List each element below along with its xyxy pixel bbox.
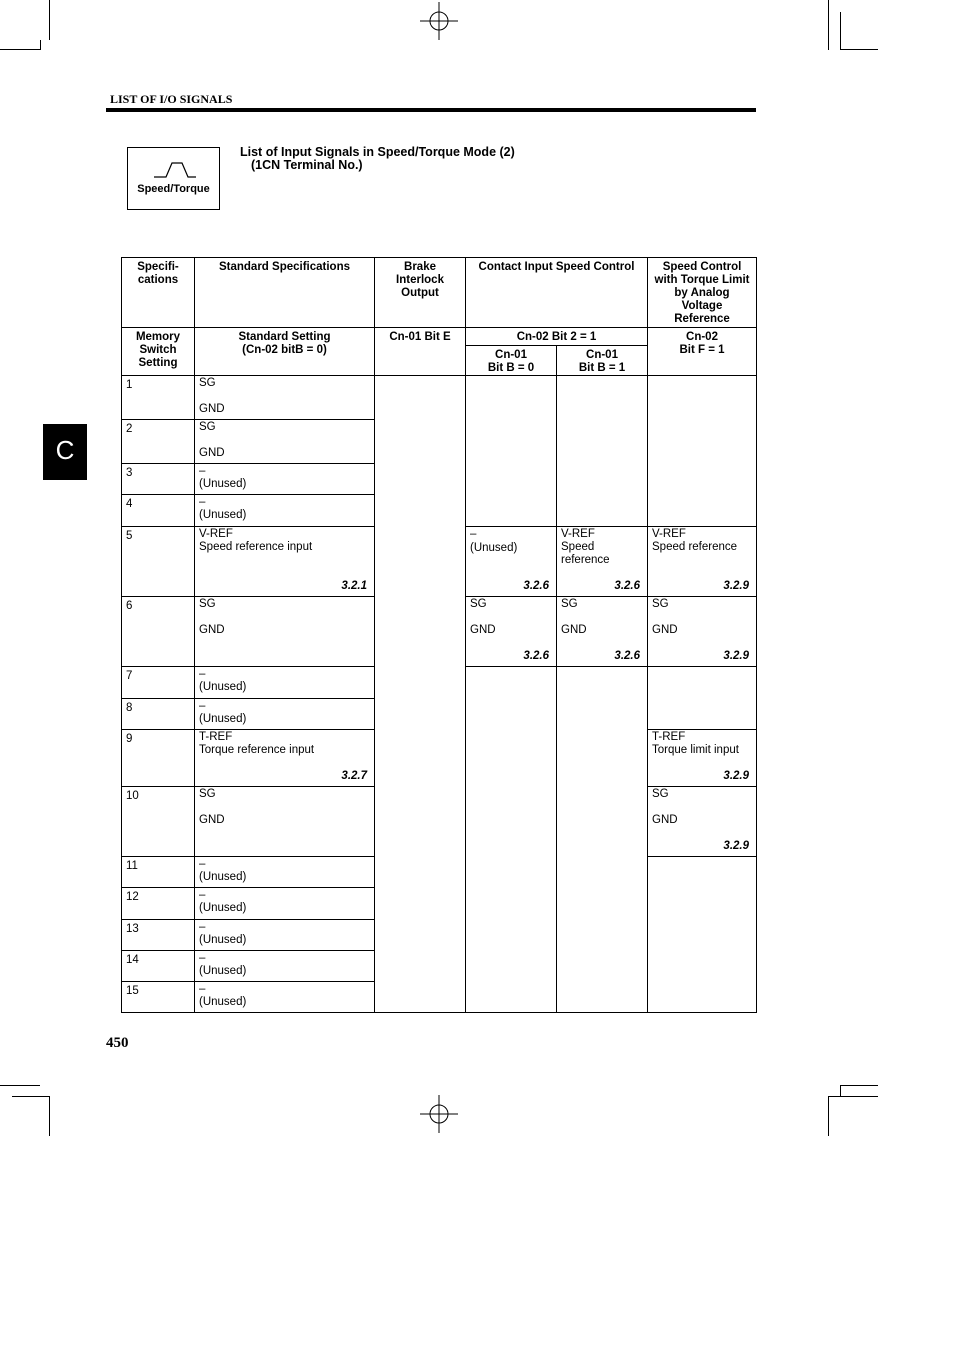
terminal-number: 4 xyxy=(126,498,133,510)
signal-cell xyxy=(647,596,757,667)
header-cn01-bitb1 xyxy=(556,345,648,376)
header-text: with Torque Limit xyxy=(654,274,750,286)
signal-description: GND xyxy=(652,624,678,636)
brake-interlock-merged-cell xyxy=(374,375,466,1013)
terminal-number: 15 xyxy=(126,985,139,997)
signal-name: SG xyxy=(199,598,216,610)
bitb0-empty-cell xyxy=(465,375,557,527)
terminal-number: 7 xyxy=(126,670,133,682)
header-text: cations xyxy=(137,274,179,286)
header-speed-control-torque xyxy=(647,257,757,328)
standard-spec-cell xyxy=(194,856,375,888)
signal-name: SG xyxy=(652,788,669,800)
standard-spec-cell xyxy=(194,419,375,464)
header-text: Cn-01 xyxy=(586,349,618,361)
standard-spec-cell xyxy=(194,950,375,982)
header-text: Switch xyxy=(139,344,177,356)
row-number-cell xyxy=(121,419,195,464)
signal-name: V-REF xyxy=(561,528,595,540)
header-text: Cn-02 Bit 2 = 1 xyxy=(516,331,597,343)
signal-description: Torque reference input xyxy=(199,744,315,756)
signal-name: – xyxy=(199,952,206,964)
chapter-tab: C xyxy=(43,424,87,480)
header-text: Bit F = 1 xyxy=(679,344,725,356)
signal-description: GND xyxy=(470,624,496,636)
signal-name: – xyxy=(470,528,477,540)
header-text: Bit B = 1 xyxy=(578,362,626,374)
signal-description: (Unused) xyxy=(199,996,247,1008)
header-text: Standard Specifications xyxy=(218,261,350,273)
row-number-cell xyxy=(121,950,195,982)
terminal-number: 3 xyxy=(126,467,133,479)
section-ref: 3.2.6 xyxy=(523,580,549,592)
header-text: Cn-01 Bit E xyxy=(389,331,451,343)
signal-cell xyxy=(465,596,557,667)
section-ref: 3.2.6 xyxy=(523,650,549,662)
row-number-cell xyxy=(121,463,195,495)
header-text: Brake xyxy=(404,261,436,273)
signal-description: GND xyxy=(199,447,225,459)
row-number-cell xyxy=(121,596,195,667)
signal-description: reference xyxy=(561,554,610,566)
terminal-number: 2 xyxy=(126,423,133,435)
header-specifications xyxy=(121,257,195,328)
signal-cell xyxy=(465,526,557,597)
header-text: Bit B = 0 xyxy=(487,362,535,374)
terminal-number: 10 xyxy=(126,790,139,802)
signal-cell xyxy=(556,526,648,597)
signal-description: (Unused) xyxy=(199,478,247,490)
terminal-number: 14 xyxy=(126,954,139,966)
signal-name: V-REF xyxy=(199,528,233,540)
signal-description: Torque limit input xyxy=(652,744,739,756)
signal-description: (Unused) xyxy=(470,542,518,554)
signal-name: V-REF xyxy=(652,528,686,540)
header-cn02-bitf xyxy=(647,327,757,376)
signal-description: GND xyxy=(561,624,587,636)
header-cn01-bitb0 xyxy=(465,345,557,376)
header-standard-specifications xyxy=(194,257,375,328)
terminal-number: 12 xyxy=(126,891,139,903)
row-number-cell xyxy=(121,856,195,888)
standard-spec-cell xyxy=(194,729,375,787)
signal-name: SG xyxy=(652,598,669,610)
signal-description: Speed reference xyxy=(652,541,738,553)
signal-name: – xyxy=(199,921,206,933)
signal-description: GND xyxy=(199,624,225,636)
header-memory-switch xyxy=(121,327,195,376)
header-text: (Cn-02 bitB = 0) xyxy=(242,344,327,356)
header-text: Contact Input Speed Control xyxy=(478,261,635,273)
row-number-cell xyxy=(121,494,195,527)
header-text: Standard Setting xyxy=(238,331,331,343)
header-text: Memory xyxy=(135,331,181,343)
signal-description: Speed xyxy=(561,541,595,553)
mode-label: Speed/Torque xyxy=(137,183,210,195)
mode-box xyxy=(127,147,220,210)
signal-description: (Unused) xyxy=(199,871,247,883)
signal-description: GND xyxy=(652,814,678,826)
registration-mark-icon xyxy=(420,2,460,40)
signal-name: – xyxy=(199,496,206,508)
signal-description: (Unused) xyxy=(199,934,247,946)
signal-name: SG xyxy=(470,598,487,610)
section-title: LIST OF I/O SIGNALS xyxy=(110,92,233,106)
speed-torque-trapezoid-icon xyxy=(154,161,196,179)
bitf-empty-cell xyxy=(647,375,757,527)
signal-name: – xyxy=(199,858,206,870)
signal-name: – xyxy=(199,700,206,712)
header-text: Setting xyxy=(138,357,178,369)
terminal-number: 5 xyxy=(126,530,133,542)
header-text: Cn-01 xyxy=(495,349,527,361)
signal-name: – xyxy=(199,889,206,901)
row-number-cell xyxy=(121,919,195,951)
signal-description: (Unused) xyxy=(199,509,247,521)
standard-spec-cell xyxy=(194,786,375,857)
standard-spec-cell xyxy=(194,887,375,920)
header-text: Voltage xyxy=(681,300,723,312)
signal-name: T-REF xyxy=(652,731,686,743)
terminal-number: 1 xyxy=(126,379,133,391)
header-text: Output xyxy=(401,287,439,299)
signal-name: SG xyxy=(199,421,216,433)
signal-description: Speed reference input xyxy=(199,541,313,553)
standard-spec-cell xyxy=(194,919,375,951)
row-number-cell xyxy=(121,666,195,699)
registration-mark-icon xyxy=(420,1095,460,1135)
standard-spec-cell xyxy=(194,375,375,420)
signal-description: (Unused) xyxy=(199,713,247,725)
header-text: Interlock xyxy=(396,274,444,286)
signal-description: (Unused) xyxy=(199,681,247,693)
signal-cell xyxy=(647,786,757,857)
bitb0-empty-cell xyxy=(465,666,557,1013)
header-cn02-bit2 xyxy=(465,327,648,346)
header-text: Cn-02 xyxy=(686,331,718,343)
standard-spec-cell xyxy=(194,981,375,1013)
section-ref: 3.2.6 xyxy=(614,580,640,592)
table-heading-sub: (1CN Terminal No.) xyxy=(251,158,363,172)
signal-name: – xyxy=(199,668,206,680)
standard-spec-cell xyxy=(194,666,375,699)
signal-cell xyxy=(556,596,648,667)
header-text: by Analog xyxy=(674,287,730,299)
signal-cell xyxy=(647,729,757,787)
terminal-number: 11 xyxy=(126,860,138,872)
header-brake-interlock xyxy=(374,257,466,328)
row-number-cell xyxy=(121,375,195,420)
bitb1-empty-cell xyxy=(556,375,648,527)
standard-spec-cell xyxy=(194,494,375,527)
terminal-number: 6 xyxy=(126,600,133,612)
standard-spec-cell xyxy=(194,526,375,597)
signal-description: GND xyxy=(199,814,225,826)
header-cn01-bit-e xyxy=(374,327,466,376)
signal-name: SG xyxy=(199,377,216,389)
standard-spec-cell xyxy=(194,463,375,495)
bitf-empty-cell xyxy=(647,666,757,730)
header-text: Speed Control xyxy=(662,261,742,273)
header-text: Reference xyxy=(674,313,730,325)
signal-name: SG xyxy=(561,598,578,610)
row-number-cell xyxy=(121,981,195,1013)
signal-description: (Unused) xyxy=(199,965,247,977)
standard-spec-cell xyxy=(194,698,375,730)
section-ref: 3.2.9 xyxy=(723,840,749,852)
table-heading: List of Input Signals in Speed/Torque Mode (2) xyxy=(240,145,515,159)
signal-name: T-REF xyxy=(199,731,233,743)
header-standard-setting xyxy=(194,327,375,376)
section-ref: 3.2.7 xyxy=(341,770,367,782)
section-ref: 3.2.9 xyxy=(723,770,749,782)
terminal-number: 13 xyxy=(126,923,139,935)
standard-spec-cell xyxy=(194,596,375,667)
row-number-cell xyxy=(121,887,195,920)
row-number-cell xyxy=(121,698,195,730)
section-ref: 3.2.1 xyxy=(341,580,367,592)
section-ref: 3.2.9 xyxy=(723,650,749,662)
header-contact-input xyxy=(465,257,648,328)
header-text: Specifi- xyxy=(137,261,179,273)
bitf-empty-cell xyxy=(647,856,757,1013)
terminal-number: 8 xyxy=(126,702,133,714)
section-ref: 3.2.6 xyxy=(614,650,640,662)
row-number-cell xyxy=(121,526,195,597)
signal-name: – xyxy=(199,983,206,995)
section-ref: 3.2.9 xyxy=(723,580,749,592)
row-number-cell xyxy=(121,786,195,857)
terminal-number: 9 xyxy=(126,733,133,745)
signal-description: GND xyxy=(199,403,225,415)
bitb1-empty-cell xyxy=(556,666,648,1013)
signal-name: – xyxy=(199,465,206,477)
page-number: 450 xyxy=(106,1035,129,1051)
signal-cell xyxy=(647,526,757,597)
row-number-cell xyxy=(121,729,195,787)
signal-description: (Unused) xyxy=(199,902,247,914)
header-rule xyxy=(106,108,756,112)
signal-name: SG xyxy=(199,788,216,800)
